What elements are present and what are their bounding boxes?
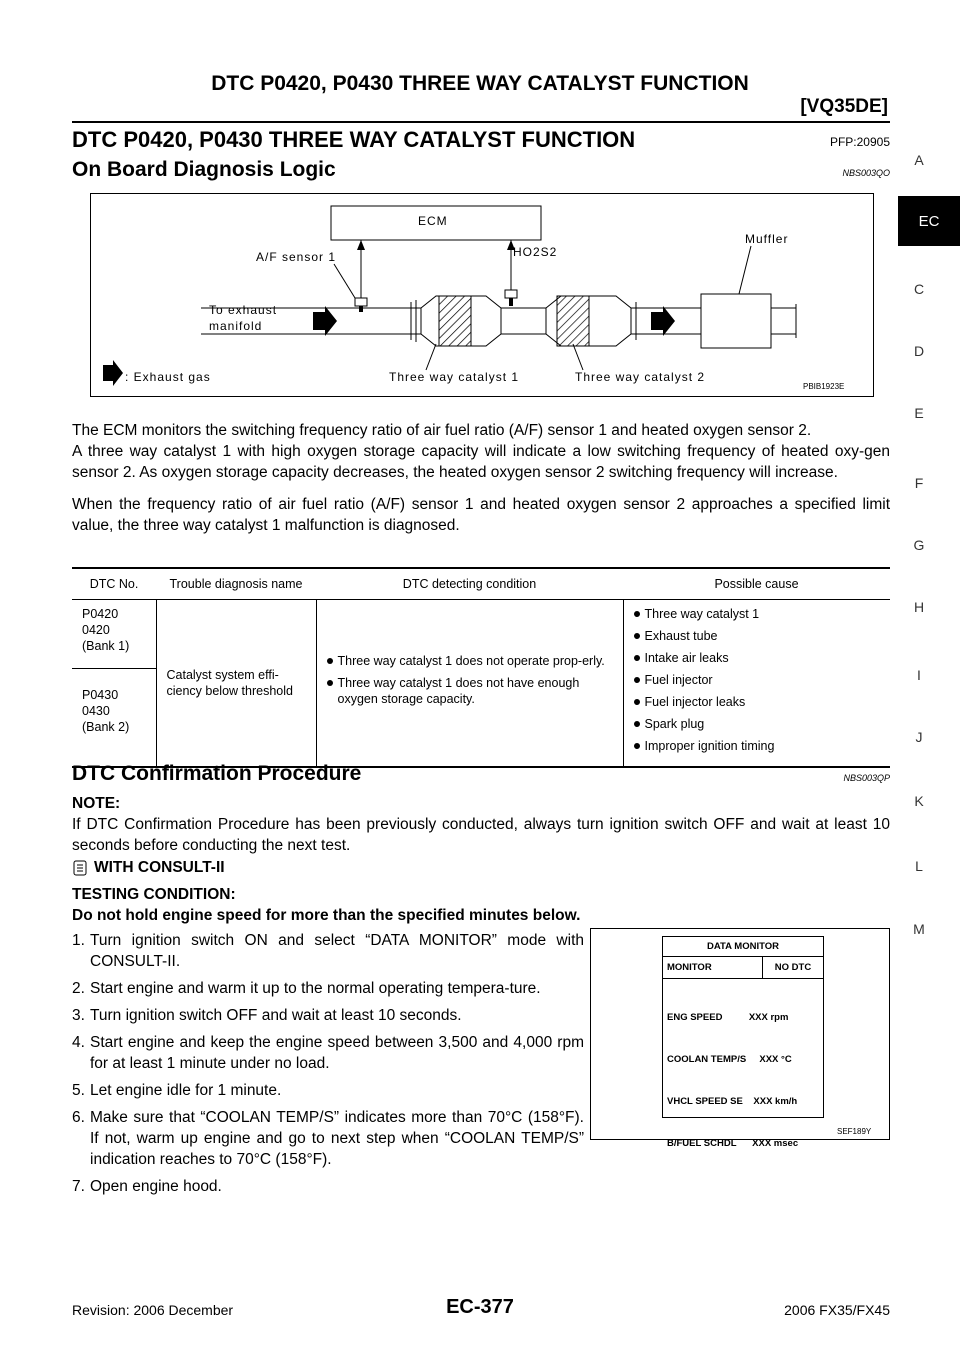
- dtc-bank: (Bank 1): [82, 639, 130, 653]
- figure-code: PBIB1923E: [803, 382, 845, 391]
- screen-row: COOLAN TEMP/S XXX °C: [667, 1054, 792, 1065]
- testing-condition-text: Do not hold engine speed for more than the specified minutes below.: [72, 907, 581, 924]
- twc1-label: Three way catalyst 1: [389, 370, 520, 384]
- obd-paragraph-3: When the frequency ratio of air fuel ratio (A/F) sensor 1 and heated oxygen sensor 2 approaches a specified limit value, the three way catalyst 1 malfunction is diagnosed.: [72, 496, 890, 534]
- obd-paragraph-2: A three way catalyst 1 with high oxygen storage capacity will indicate a low switching frequency of heated oxy-gen sensor 2. As oxygen storage capacity decreases, the heated oxygen sensor 2 switching frequency will increase.: [72, 443, 890, 481]
- muffler-box: [701, 294, 771, 348]
- index-letter-i[interactable]: I: [917, 667, 921, 683]
- cause-item: Intake air leaks: [634, 650, 881, 666]
- index-letter-a[interactable]: A: [914, 152, 924, 168]
- dtc-cell-bank1: [72, 600, 156, 669]
- consult-icon: [73, 860, 87, 876]
- screen-col-status: NO DTC: [762, 957, 823, 978]
- cause-item: Exhaust tube: [634, 628, 881, 644]
- index-letter-j[interactable]: J: [915, 729, 923, 745]
- step-1: 1. Turn ignition switch ON and select “DATA MONITOR” mode with CONSULT-II.: [72, 932, 584, 970]
- confirmation-code: NBS003QP: [843, 773, 890, 783]
- dtc-table: [72, 569, 890, 766]
- data-monitor-screen: [662, 936, 824, 1149]
- twc2-label: Three way catalyst 2: [575, 370, 706, 384]
- screen-row: ENG SPEED XXX rpm: [667, 1012, 789, 1023]
- obd-title: On Board Diagnosis Logic: [72, 158, 336, 181]
- index-letter-d[interactable]: D: [913, 343, 925, 359]
- page-header-title: DTC P0420, P0430 THREE WAY CATALYST FUNCTION: [211, 72, 749, 95]
- screen-row: VHCL SPEED SE XXX km/h: [667, 1096, 798, 1107]
- exhaust-gas-legend: : Exhaust gas: [125, 370, 211, 384]
- footer-revision: Revision: 2006 December: [72, 1302, 234, 1318]
- step-6: 6. Make sure that “COOLAN TEMP/S” indicates more than 70°C (158°F). If not, warm up engine and go to next step when “COOLAN TEMP/S” indication reaches to 70°C (158°F).: [72, 1109, 584, 1168]
- muffler-label: Muffler: [745, 232, 789, 246]
- section-title: DTC P0420, P0430 THREE WAY CATALYST FUNCTION: [72, 127, 636, 152]
- screen-rows: [663, 979, 823, 1183]
- consult-label: WITH CONSULT-II: [94, 859, 225, 876]
- screen-title: DATA MONITOR: [663, 937, 823, 957]
- footer-model: 2006 FX35/FX45: [784, 1302, 890, 1318]
- dtc-bank: (Bank 2): [82, 719, 130, 734]
- cause-item: Three way catalyst 1: [634, 606, 881, 622]
- index-letter-e[interactable]: E: [914, 405, 924, 421]
- dtc-code: P0430: [82, 687, 119, 702]
- note-text: If DTC Confirmation Procedure has been previously conducted, always turn ignition switch OFF and wait at least 10 seconds before conducting the next test.: [72, 816, 890, 854]
- screen-col-monitor: MONITOR: [667, 962, 712, 973]
- diagnosis-name-cell: Catalyst system effi-ciency below threshold: [156, 600, 316, 767]
- dtc-short: 0420: [82, 623, 110, 637]
- data-monitor-figure: [590, 928, 890, 1149]
- condition-item: Three way catalyst 1 does not have enough oxygen storage capacity.: [327, 675, 613, 707]
- col-detecting-condition: DTC detecting condition: [316, 569, 623, 600]
- header-rule: [72, 121, 890, 123]
- cause-item: Fuel injector: [634, 672, 881, 688]
- exhaust-diagram-svg: [91, 194, 873, 396]
- testing-condition-label: TESTING CONDITION:: [72, 886, 236, 903]
- step-2: 2. Start engine and warm it up to the normal operating tempera-ture.: [72, 980, 541, 997]
- causes-cell: [623, 600, 890, 767]
- screen-figure-code: SEF189Y: [837, 1127, 872, 1136]
- col-dtc-no: DTC No.: [72, 569, 156, 600]
- col-diagnosis-name: Trouble diagnosis name: [156, 569, 316, 600]
- col-possible-cause: Possible cause: [623, 569, 890, 600]
- index-letter-c[interactable]: C: [913, 281, 925, 297]
- obd-code: NBS003QO: [842, 168, 890, 178]
- dtc-table-wrapper: [72, 567, 890, 768]
- dtc-code: P0420: [82, 607, 119, 621]
- step-5: 5. Let engine idle for 1 minute.: [72, 1082, 282, 1099]
- footer-page-number: EC-377: [446, 1296, 514, 1318]
- dtc-short: 0430: [82, 703, 110, 718]
- page-header-model: [VQ35DE]: [800, 96, 888, 117]
- section-code: PFP:20905: [829, 135, 890, 149]
- step-7: 7. Open engine hood.: [72, 1178, 222, 1195]
- index-tab-ec-active[interactable]: EC: [898, 196, 960, 246]
- index-letter-l[interactable]: L: [915, 858, 923, 874]
- ho2s2-label: HO2S2: [513, 245, 558, 259]
- procedure-steps: [72, 930, 584, 1203]
- af-sensor-label: A/F sensor 1: [256, 250, 337, 264]
- step-3: 3. Turn ignition switch OFF and wait at least 10 seconds.: [72, 1007, 462, 1024]
- conditions-cell: [316, 600, 623, 767]
- cause-item: Spark plug: [634, 716, 881, 732]
- dtc-cell-bank2: [72, 668, 156, 766]
- obd-paragraph-1: The ECM monitors the switching frequency ratio of air fuel ratio (A/F) sensor 1 and heated oxygen sensor 2.: [72, 422, 812, 439]
- exhaust-system-diagram: [90, 193, 874, 397]
- index-letter-k[interactable]: K: [914, 793, 924, 809]
- step-4: 4. Start engine and keep the engine speed between 3,500 and 4,000 rpm for at least 1 minute under no load.: [72, 1034, 584, 1072]
- index-letter-f[interactable]: F: [914, 475, 924, 491]
- cause-item: Fuel injector leaks: [634, 694, 881, 710]
- ecm-label: ECM: [418, 214, 448, 228]
- cause-item: Improper ignition timing: [634, 738, 881, 754]
- confirmation-title: DTC Confirmation Procedure: [72, 762, 362, 785]
- index-letter-h[interactable]: H: [913, 599, 925, 615]
- condition-item: Three way catalyst 1 does not operate prop-erly.: [327, 653, 613, 669]
- index-letter-g[interactable]: G: [913, 537, 925, 553]
- note-label: NOTE:: [72, 795, 121, 812]
- screen-row: B/FUEL SCHDL XXX msec: [667, 1138, 799, 1149]
- screen-header-row: [663, 957, 823, 979]
- to-exhaust-label: To exhaust: [209, 303, 278, 317]
- manifold-label: manifold: [209, 319, 263, 333]
- index-letter-m[interactable]: M: [913, 921, 925, 937]
